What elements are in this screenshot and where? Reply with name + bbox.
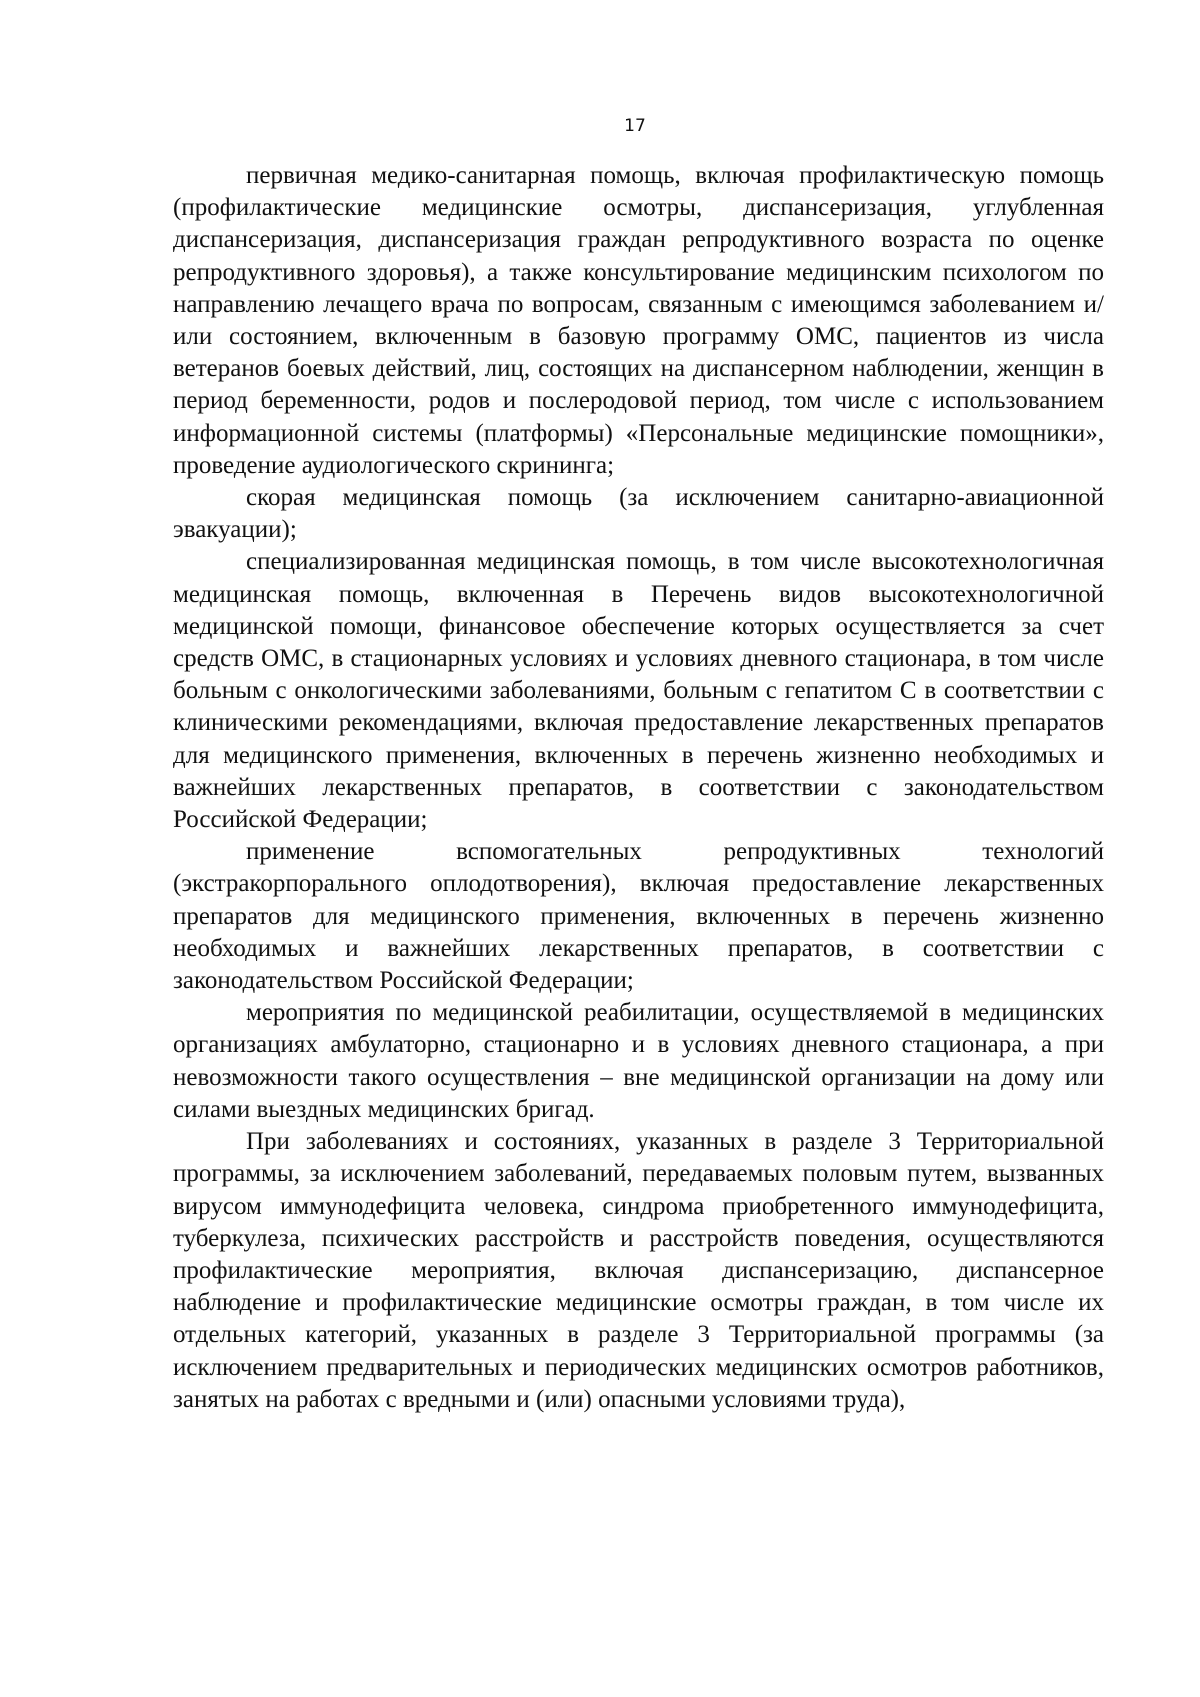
page-number: 17 <box>624 116 646 136</box>
paragraph-specialized-care: специализированная медицинская помощь, в том числе высокотехнологичная медицинская помощь, включенная в Перечень видов высокотехнологичной медицинской помощи, финансовое обеспечение которых осуществляется за счет средств ОМС, в стационарных условиях и условиях дневного стационара, в том числе больным с онкологическими заболеваниями, больным с гепатитом С в соответствии с клиническими рекомендациями, включая предоставление лекарственных препаратов для медицинского применения, включенных в перечень жизненно необходимых и важнейших лекарственных препаратов, в соответствии с законодательством Российской Федерации; <box>173 548 1104 834</box>
paragraph-reproductive-technologies: применение вспомогательных репродуктивных технологий (экстракорпорального оплодотворения), включая предоставление лекарственных препаратов для медицинского применения, включенных в перечень жизненно необходимых и важнейших лекарственных препаратов, в соответствии с законодательством Российской Федерации; <box>173 838 1104 995</box>
paragraph-emergency-care: скорая медицинская помощь (за исключением санитарно-авиационной эвакуации); <box>173 484 1104 544</box>
document-body <box>173 160 1104 1416</box>
paragraph-preventive-measures: При заболеваниях и состояниях, указанных в разделе 3 Территориальной программы, за исключением заболеваний, передаваемых половым путем, вызванных вирусом иммунодефицита человека, синдрома приобретенного иммунодефицита, туберкулеза, психических расстройств и расстройств поведения, осуществляются профилактические мероприятия, включая диспансеризацию, диспансерное наблюдение и профилактические медицинские осмотры граждан, в том числе их отдельных категорий, указанных в разделе 3 Территориальной программы (за исключением предварительных и периодических медицинских осмотров работников, занятых на работах с вредными и (или) опасными условиями труда), <box>173 1128 1104 1413</box>
paragraph-primary-care: первичная медико-санитарная помощь, включая профилактическую помощь (профилактические медицинские осмотры, диспансеризация, углубленная диспансеризация, диспансеризация граждан репродуктивного возраста по оценке репродуктивного здоровья), а также консультирование медицинским психологом по направлению лечащего врача по вопросам, связанным с имеющимся заболеванием и/или состоянием, включенным в базовую программу ОМС, пациентов из числа ветеранов боевых действий, лиц, состоящих на диспансерном наблюдении, женщин в период беременности, родов и послеродовой период, том числе с использованием информационной системы (платформы) «Персональные медицинские помощники», проведение аудиологического скрининга; <box>173 162 1104 479</box>
paragraph-medical-rehabilitation: мероприятия по медицинской реабилитации, осуществляемой в медицинских организациях амбулаторно, стационарно и в условиях дневного стационара, а при невозможности такого осуществления – вне медицинской организации на дому или силами выездных медицинских бригад. <box>173 999 1104 1123</box>
